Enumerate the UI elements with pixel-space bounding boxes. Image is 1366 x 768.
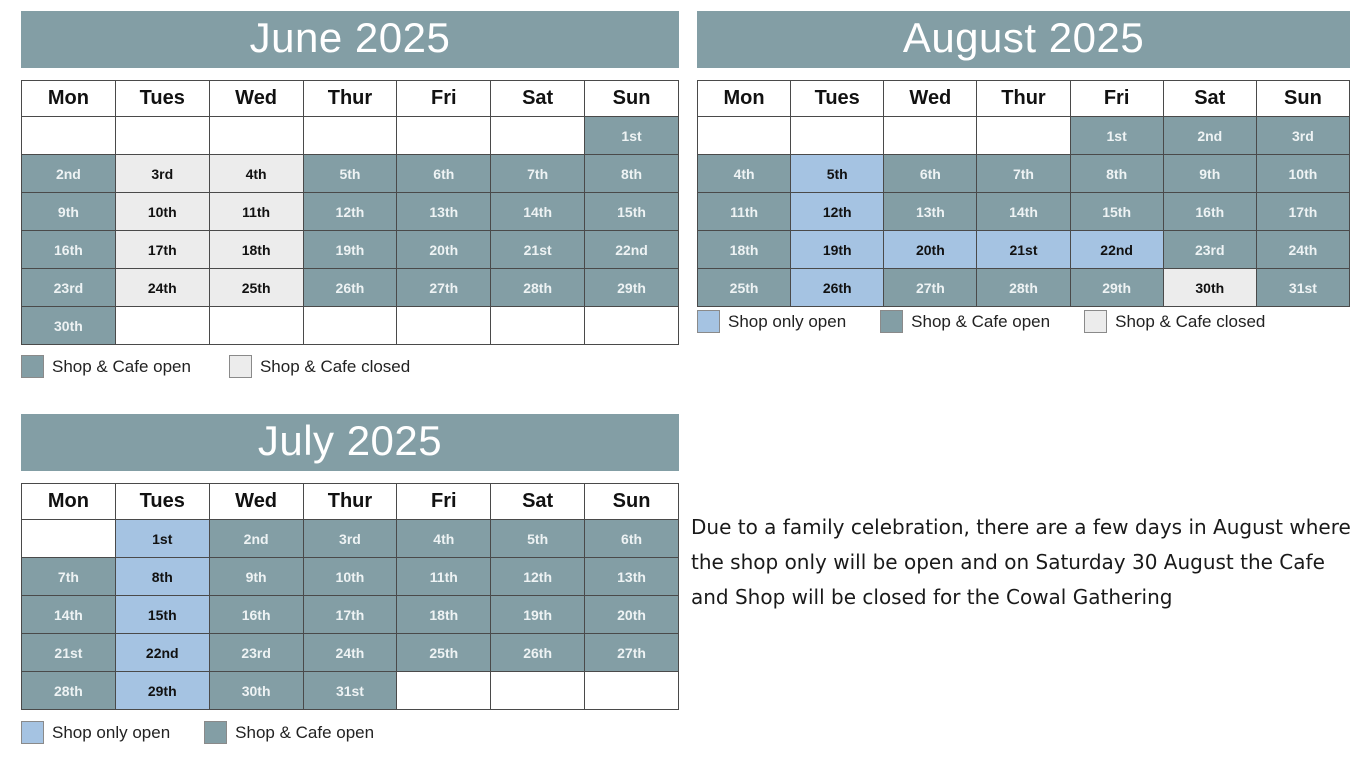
day-cell: 18th [209,231,303,269]
empty-day-cell [397,672,491,710]
day-cell: 24th [115,269,209,307]
legend-swatch [21,355,44,378]
day-cell: 14th [491,193,585,231]
day-cell: 17th [115,231,209,269]
day-cell: 25th [209,269,303,307]
empty-day-cell [397,307,491,345]
empty-day-cell [115,307,209,345]
day-cell: 5th [491,520,585,558]
day-cell: 4th [209,155,303,193]
day-cell: 26th [491,634,585,672]
day-cell: 26th [791,269,884,307]
day-cell: 14th [22,596,116,634]
day-cell: 30th [1163,269,1256,307]
day-cell: 9th [1163,155,1256,193]
empty-day-cell [585,672,679,710]
day-cell: 9th [22,193,116,231]
weekday-header: Fri [1070,81,1163,117]
notice-text: Due to a family celebration, there are a few days in August where the shop only will be open and on Saturday 30 August the Cafe and Shop will be closed for the Cowal Gathering [691,515,1351,609]
legend-item [229,355,410,378]
day-cell: 23rd [22,269,116,307]
day-cell: 12th [303,193,397,231]
day-cell: 27th [884,269,977,307]
day-cell: 24th [303,634,397,672]
legend-swatch [1084,310,1107,333]
day-cell: 8th [115,558,209,596]
weekday-header: Sun [585,81,679,117]
week-row [22,672,679,710]
day-cell: 8th [585,155,679,193]
week-row [22,231,679,269]
day-cell: 13th [884,193,977,231]
legend [21,355,410,378]
empty-day-cell [491,117,585,155]
day-cell: 11th [698,193,791,231]
day-cell: 10th [303,558,397,596]
weekday-header: Sat [491,81,585,117]
legend-label: Shop only open [728,311,847,331]
legend-label: Shop & Cafe closed [259,356,411,376]
day-cell: 29th [115,672,209,710]
week-row [22,193,679,231]
day-cell: 19th [303,231,397,269]
day-cell: 16th [1163,193,1256,231]
weekday-header: Thur [303,484,397,520]
day-cell: 31st [1256,269,1349,307]
week-row [698,117,1350,155]
weekday-header: Sun [1256,81,1349,117]
day-cell: 6th [397,155,491,193]
day-cell: 30th [22,307,116,345]
day-cell: 13th [585,558,679,596]
calendar-title: August 2025 [697,11,1350,68]
day-cell: 2nd [22,155,116,193]
empty-day-cell [977,117,1070,155]
day-cell: 2nd [209,520,303,558]
empty-day-cell [22,117,116,155]
weekday-header: Mon [698,81,791,117]
day-cell: 19th [491,596,585,634]
day-cell: 2nd [1163,117,1256,155]
weekday-header: Mon [22,484,116,520]
day-cell: 13th [397,193,491,231]
weekday-header: Fri [397,81,491,117]
day-cell: 4th [698,155,791,193]
legend-label: Shop & Cafe open [235,722,375,742]
day-cell: 21st [977,231,1070,269]
day-cell: 17th [1256,193,1349,231]
weekday-header: Tues [791,81,884,117]
day-cell: 18th [698,231,791,269]
day-cell: 6th [884,155,977,193]
legend-swatch [229,355,252,378]
day-cell: 1st [585,117,679,155]
empty-day-cell [22,520,116,558]
empty-day-cell [585,307,679,345]
day-cell: 11th [209,193,303,231]
weekday-header-row [22,484,679,520]
day-cell: 12th [491,558,585,596]
legend-swatch [697,310,720,333]
week-row [22,117,679,155]
week-row [22,634,679,672]
weekday-header: Sat [491,484,585,520]
empty-day-cell [209,307,303,345]
legend-item [1084,310,1265,333]
day-cell: 16th [209,596,303,634]
empty-day-cell [884,117,977,155]
day-cell: 21st [491,231,585,269]
day-cell: 28th [22,672,116,710]
week-row [698,269,1350,307]
week-row [698,155,1350,193]
day-cell: 22nd [585,231,679,269]
day-cell: 4th [397,520,491,558]
legend-item [21,355,191,378]
legend-item [21,721,170,744]
day-cell: 20th [884,231,977,269]
day-cell: 8th [1070,155,1163,193]
legend-label: Shop & Cafe closed [1115,311,1266,331]
day-cell: 23rd [209,634,303,672]
day-cell: 6th [585,520,679,558]
empty-day-cell [303,117,397,155]
calendar-grid [697,80,1350,307]
day-cell: 22nd [1070,231,1163,269]
legend-swatch [21,721,44,744]
legend-label: Shop & Cafe open [911,311,1051,331]
calendar-august-2025 [697,11,1350,331]
weekday-header: Mon [22,81,116,117]
day-cell: 24th [1256,231,1349,269]
legend-item [880,310,1050,333]
calendar-july-2025 [21,414,679,742]
week-row [698,193,1350,231]
day-cell: 18th [397,596,491,634]
day-cell: 11th [397,558,491,596]
calendar-grid [21,80,679,345]
day-cell: 28th [977,269,1070,307]
calendar-title: July 2025 [21,414,679,471]
empty-day-cell [491,672,585,710]
week-row [698,231,1350,269]
legend-item [204,721,374,744]
day-cell: 10th [1256,155,1349,193]
day-cell: 10th [115,193,209,231]
day-cell: 7th [491,155,585,193]
day-cell: 12th [791,193,884,231]
week-row [22,596,679,634]
empty-day-cell [115,117,209,155]
week-row [22,520,679,558]
legend-label: Shop only open [52,722,171,742]
day-cell: 19th [791,231,884,269]
day-cell: 20th [397,231,491,269]
day-cell: 31st [303,672,397,710]
legend-swatch [204,721,227,744]
calendar-title: June 2025 [21,11,679,68]
weekday-header: Wed [209,81,303,117]
day-cell: 7th [977,155,1070,193]
day-cell: 1st [1070,117,1163,155]
day-cell: 15th [1070,193,1163,231]
day-cell: 27th [397,269,491,307]
calendar-june-2025 [21,11,679,376]
day-cell: 20th [585,596,679,634]
day-cell: 23rd [1163,231,1256,269]
day-cell: 3rd [115,155,209,193]
day-cell: 21st [22,634,116,672]
day-cell: 15th [115,596,209,634]
empty-day-cell [303,307,397,345]
day-cell: 1st [115,520,209,558]
week-row [22,269,679,307]
weekday-header-row [22,81,679,117]
day-cell: 9th [209,558,303,596]
weekday-header: Wed [209,484,303,520]
legend-item [697,310,846,333]
day-cell: 7th [22,558,116,596]
week-row [22,307,679,345]
empty-day-cell [491,307,585,345]
day-cell: 3rd [1256,117,1349,155]
week-row [22,155,679,193]
week-row [22,558,679,596]
day-cell: 27th [585,634,679,672]
day-cell: 25th [397,634,491,672]
weekday-header: Sun [585,484,679,520]
weekday-header: Wed [884,81,977,117]
day-cell: 26th [303,269,397,307]
day-cell: 25th [698,269,791,307]
day-cell: 5th [791,155,884,193]
empty-day-cell [397,117,491,155]
legend [21,721,374,744]
weekday-header-row [698,81,1350,117]
weekday-header: Tues [115,484,209,520]
day-cell: 22nd [115,634,209,672]
weekday-header: Tues [115,81,209,117]
legend [697,310,1265,333]
weekday-header: Sat [1163,81,1256,117]
weekday-header: Thur [303,81,397,117]
day-cell: 16th [22,231,116,269]
empty-day-cell [698,117,791,155]
day-cell: 29th [585,269,679,307]
day-cell: 17th [303,596,397,634]
day-cell: 5th [303,155,397,193]
legend-label: Shop & Cafe open [52,356,191,376]
legend-swatch [880,310,903,333]
day-cell: 3rd [303,520,397,558]
empty-day-cell [209,117,303,155]
day-cell: 15th [585,193,679,231]
day-cell: 28th [491,269,585,307]
day-cell: 30th [209,672,303,710]
day-cell: 29th [1070,269,1163,307]
day-cell: 14th [977,193,1070,231]
calendar-grid [21,483,679,710]
empty-day-cell [791,117,884,155]
weekday-header: Fri [397,484,491,520]
weekday-header: Thur [977,81,1070,117]
